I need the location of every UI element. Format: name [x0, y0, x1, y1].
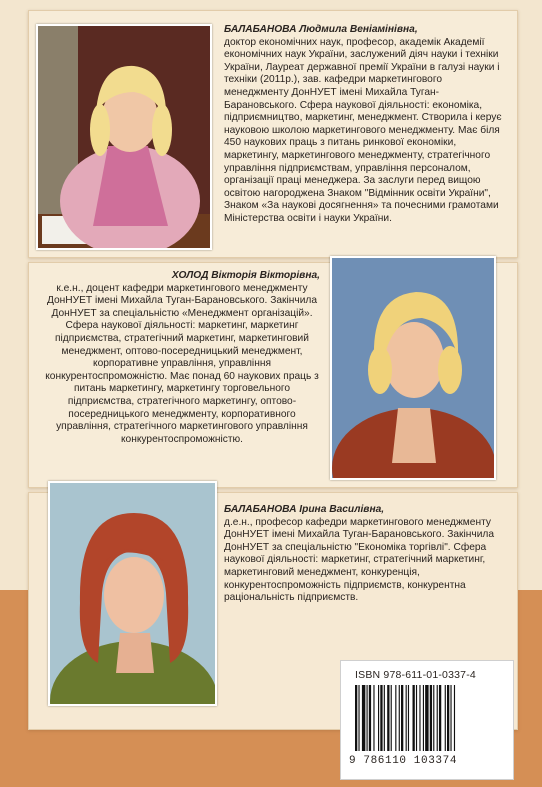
- barcode-stripe: [399, 685, 400, 751]
- barcode-stripe: [416, 685, 417, 751]
- isbn-label: ISBN 978-611-01-0337-4: [355, 669, 476, 681]
- ean-digits: 9 786110 103374: [349, 755, 458, 767]
- barcode-stripe: [413, 685, 415, 751]
- barcode-stripe: [387, 685, 389, 751]
- barcode-stripe: [378, 685, 379, 751]
- barcode-bars: [355, 685, 503, 751]
- barcode-stripe: [425, 685, 428, 751]
- barcode-stripe: [433, 685, 434, 751]
- barcode-stripe: [373, 685, 374, 751]
- author-photo-2: [330, 256, 496, 480]
- barcode-stripe: [439, 685, 441, 751]
- barcode-stripe: [423, 685, 424, 751]
- barcode-stripe: [445, 685, 446, 751]
- author-bio-3: [224, 504, 504, 605]
- barcode-stripe: [355, 685, 357, 751]
- author-name-1: БАЛАБАНОВА Людмила Веніамінівна,: [224, 24, 418, 35]
- author-photo-3: [48, 481, 217, 706]
- author-bio-text-3: д.е.н., професор кафедри маркетингового менеджменту ДонНУЕТ імені Михайла Туган-Барановського. Закінчила ДонНУЕТ за спеціальністю "Економіка торгівлі". Сфера наукової діяльності: маркетинг, стратегічний маркетинг, маркетинговий менеджмент, конкуренція, конкурентоспроможність підприємств, конкурентна раціональність підприємств.: [224, 516, 495, 604]
- barcode-stripe: [450, 685, 451, 751]
- author-bio-1: [224, 24, 508, 226]
- author-bio-text-2: к.е.н., доцент кафедри маркетингового менеджменту ДонНУЕТ імені Михайла Туган-Барановського. Закінчила ДонНУЕТ за спеціальністю «Менеджмент організацій». Сфера наукової діяльності: маркетинг, маркетинг підприємства, стратегічний маркетинг, маркетинговий менеджмент, оптово-посередницький менеджмент, корпоративне управління, управління конкурентоспроможністю. Має понад 60 наукових праць з питань маркетингу, маркетингу торговельного підприємства, стратегічного маркетингу, оптово-посередницького менеджменту, корпоративного управління, стратегічного маркетингового управління конкурентоспроможністю.: [45, 282, 319, 445]
- barcode-stripe: [391, 685, 392, 751]
- barcode-stripe: [395, 685, 396, 751]
- barcode-stripe: [430, 685, 432, 751]
- barcode-stripe: [380, 685, 382, 751]
- barcode-stripe: [419, 685, 420, 751]
- barcode-stripe: [367, 685, 368, 751]
- barcode-stripe: [358, 685, 359, 751]
- isbn-barcode: [340, 660, 514, 780]
- barcode-stripe: [408, 685, 409, 751]
- barcode-stripe: [369, 685, 371, 751]
- barcode-stripe: [401, 685, 403, 751]
- barcode-stripe: [384, 685, 385, 751]
- barcode-stripe: [454, 685, 455, 751]
- barcode-stripe: [447, 685, 449, 751]
- author-name-3: БАЛАБАНОВА Ірина Василівна,: [224, 504, 385, 515]
- barcode-stripe: [406, 685, 407, 751]
- barcode-stripe: [437, 685, 438, 751]
- author-photo-1: [36, 24, 212, 250]
- author-bio-2: [40, 270, 324, 446]
- barcode-stripe: [362, 685, 365, 751]
- author-bio-text-1: доктор економічних наук, професор, академік Академії економічних наук України, заслужений діяч науки і техніки України, Лауреат державної премії України в галузі науки і техніки (2011р.), зав. кафедри маркетингового менеджменту ДонНУЕТ імені Михайла Туган-Барановського. Сфера наукової діяльності: економіка, підприємництво, маркетинг, менеджмент. Створила і керує науковою школою маркетингового менеджменту. Має біля 450 наукових праць з питань ринкової економіки, маркетингу, маркетингового менеджменту, стратегічного управління підприємствам, управління персоналом, організації праці менеджера. За заслуги перед вищою освітою нагороджена Знаком "Відмінник освіти України", Знаком «За наукові досягнення» та почесними грамотами Міністерства освіти і науки України.: [224, 36, 502, 224]
- author-name-2: ХОЛОД Вікторія Вікторівна,: [171, 270, 320, 281]
